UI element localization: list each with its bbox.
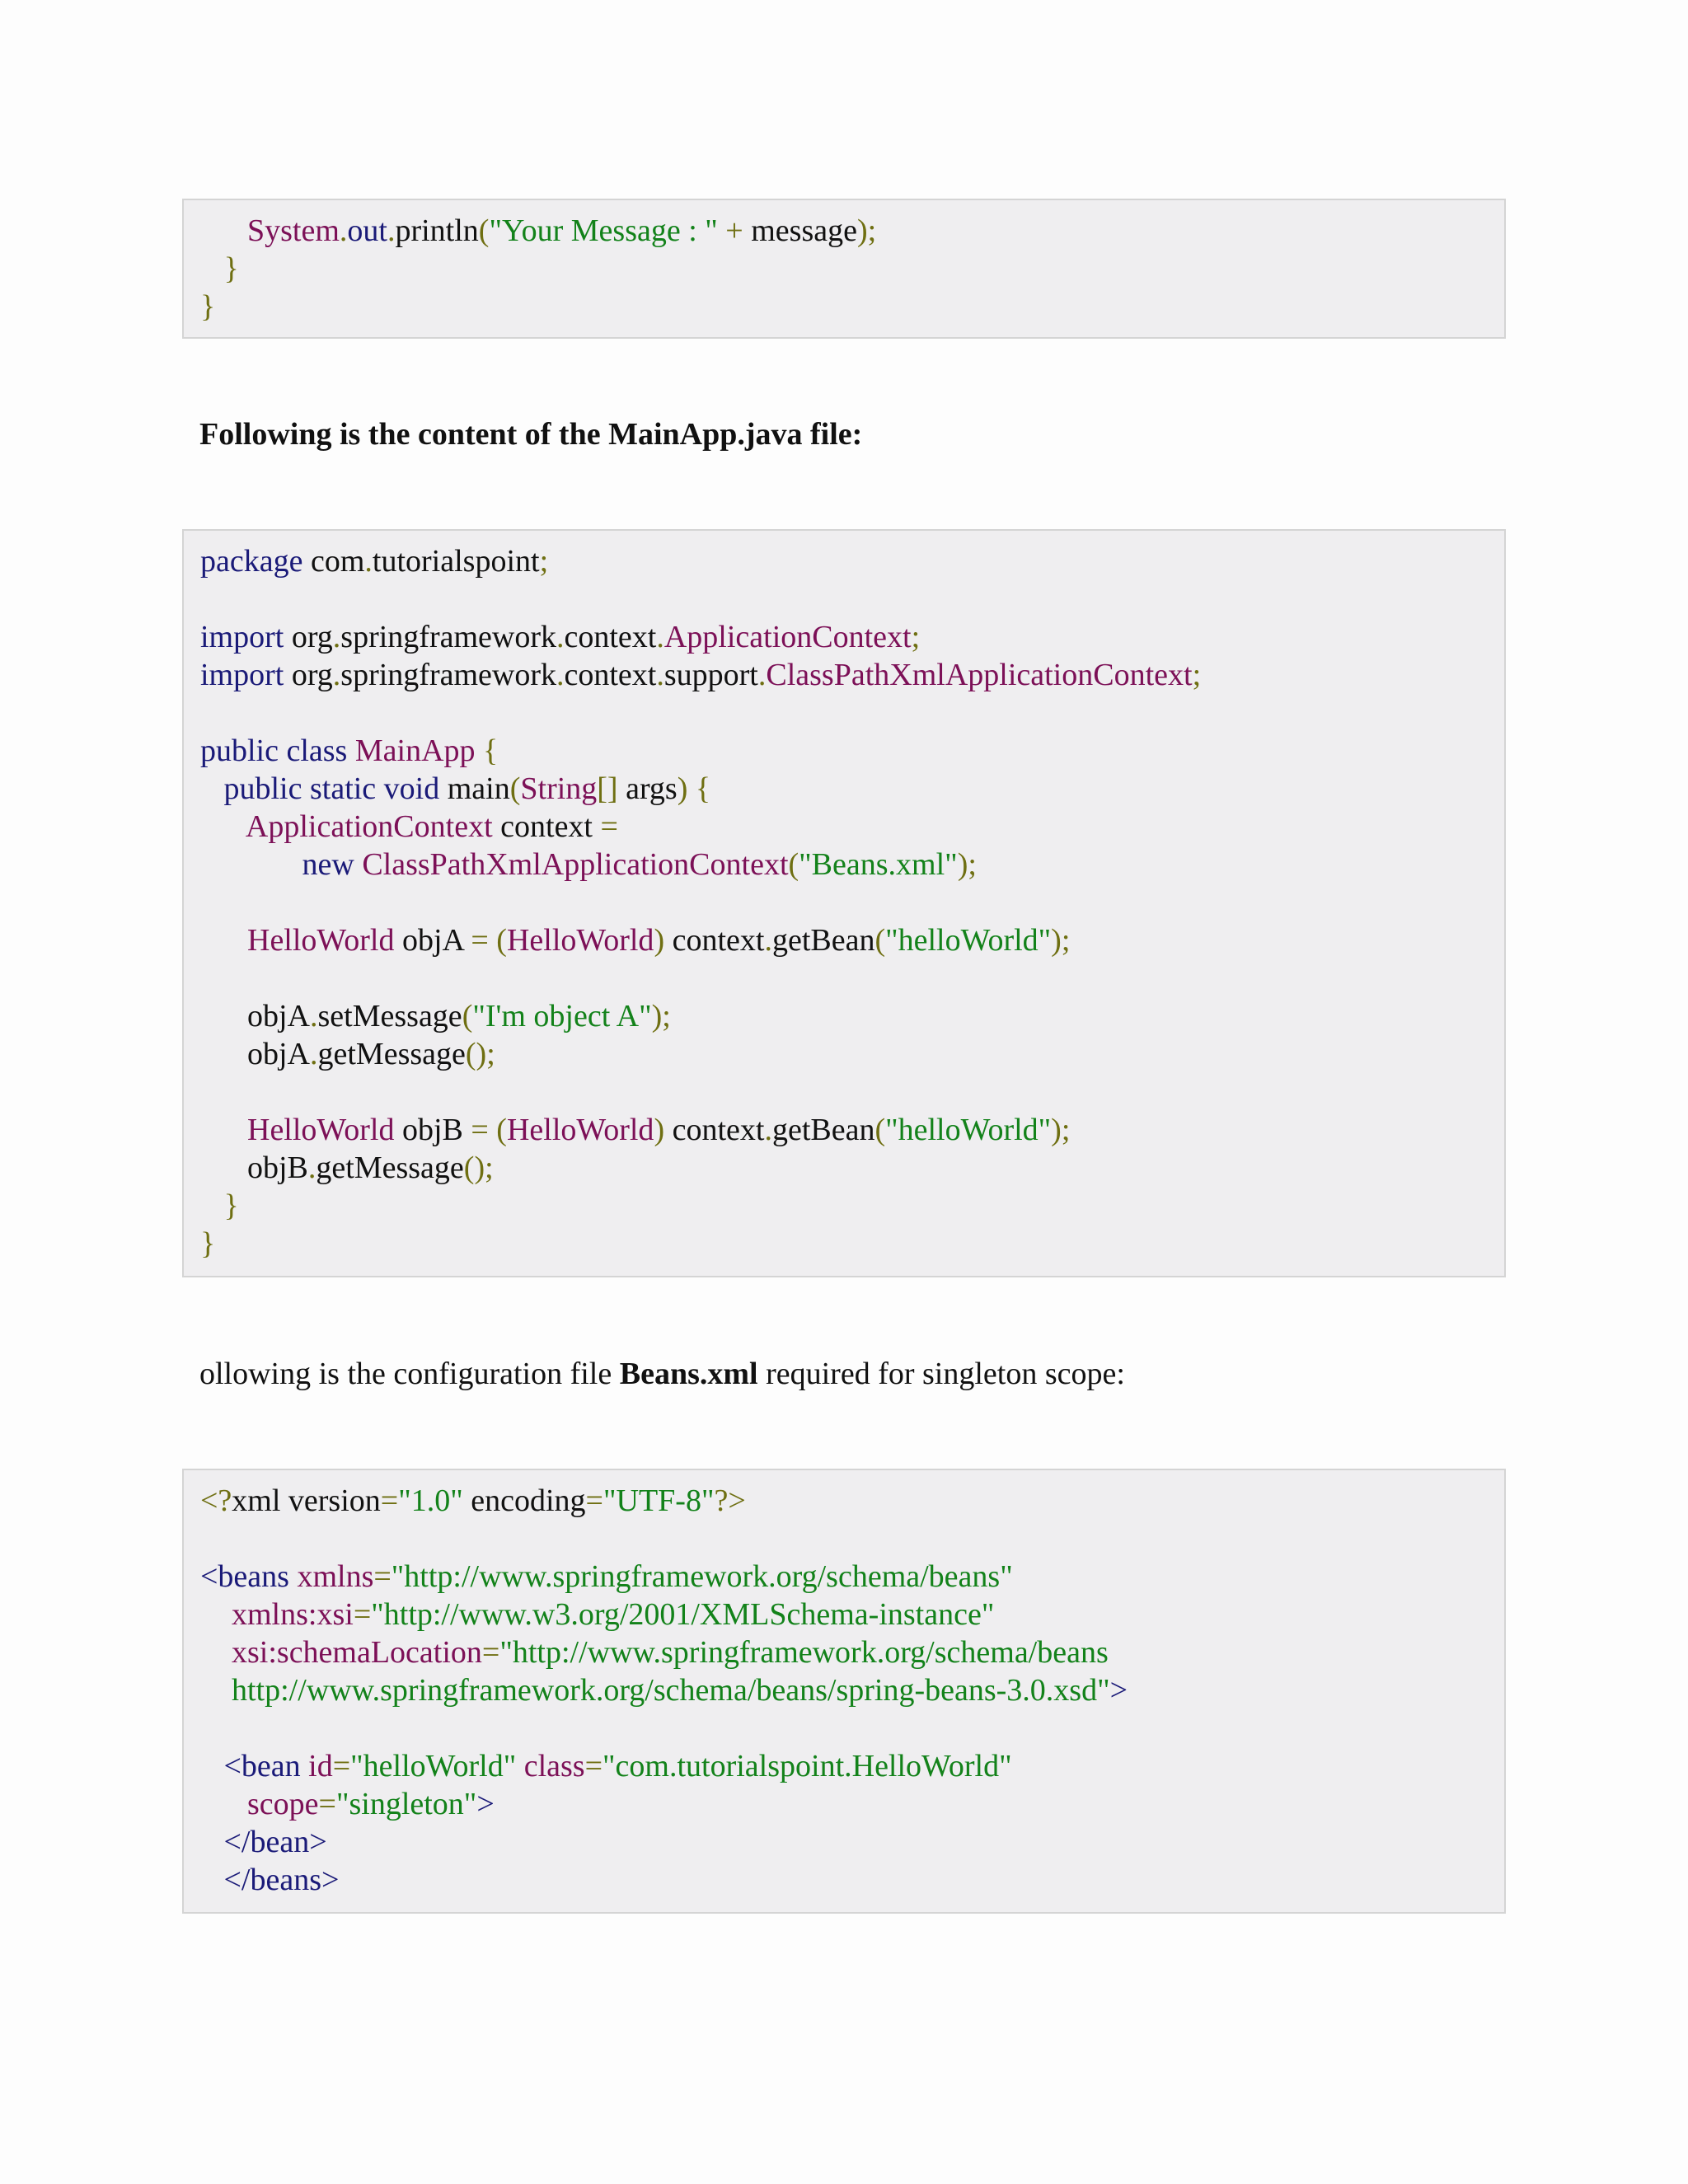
code-token: "http://www.springframework.org/schema/beans" — [391, 1559, 1013, 1594]
code-token: ); — [957, 847, 977, 882]
code-token: scope — [200, 1787, 319, 1821]
code-token: HelloWorld — [200, 1113, 395, 1147]
code-token: . — [556, 658, 565, 692]
code-line — [200, 212, 1504, 250]
code-token — [301, 1749, 309, 1783]
code-token: . — [656, 620, 664, 654]
code-token: println — [395, 213, 479, 248]
code-token: main — [439, 771, 510, 806]
code-token: = — [318, 1787, 336, 1821]
code-token: } — [200, 1188, 239, 1223]
code-token: ClassPathXmlApplicationContext — [766, 658, 1193, 692]
code-token: ( — [509, 771, 521, 806]
code-token: import — [200, 658, 284, 692]
code-token: [] — [597, 771, 618, 806]
code-token: encoding — [462, 1483, 586, 1518]
code-token: com — [302, 544, 365, 579]
code-token: ; — [1192, 658, 1202, 692]
code-line — [200, 1187, 1504, 1225]
code-line — [200, 1225, 1504, 1263]
code-token: "singleton" — [335, 1787, 477, 1821]
code-token: <? — [200, 1483, 232, 1518]
code-token: context — [564, 658, 657, 692]
code-token: "Beans.xml" — [799, 847, 958, 882]
code-token: > — [476, 1787, 495, 1821]
code-token: . — [757, 658, 767, 692]
code-token: getBean — [771, 923, 875, 958]
code-line — [200, 1111, 1504, 1149]
code-token: . — [310, 1037, 318, 1071]
code-token: getBean — [771, 1113, 875, 1147]
paragraph-beans-config — [199, 1355, 1125, 1393]
code-body — [200, 542, 1504, 1263]
code-block-mainapp — [182, 529, 1506, 1277]
code-token: ?> — [714, 1483, 746, 1518]
code-token: HelloWorld — [200, 923, 395, 958]
code-token: ( — [874, 923, 886, 958]
code-token: ; — [539, 544, 549, 579]
code-token: (); — [465, 1037, 495, 1071]
code-line — [200, 732, 1504, 770]
code-line — [200, 846, 1504, 883]
code-block-helloworld-end — [182, 199, 1506, 339]
paragraph-text: required for singleton scope: — [757, 1357, 1125, 1391]
code-token: ; — [911, 620, 921, 654]
code-token: out — [347, 213, 387, 248]
code-token: </bean> — [200, 1825, 327, 1859]
code-token: . — [307, 1151, 316, 1185]
code-line — [200, 1709, 1504, 1747]
code-token: String — [520, 771, 598, 806]
code-token: support — [663, 658, 758, 692]
paragraph-text: ollowing is the configuration file — [199, 1357, 620, 1391]
code-token: = — [373, 1559, 392, 1594]
code-line — [200, 1558, 1504, 1596]
code-line — [200, 288, 1504, 326]
code-token: "http://www.w3.org/2001/XMLSchema-instance" — [371, 1597, 995, 1632]
code-line — [200, 1149, 1504, 1187]
code-token: ) — [654, 1113, 665, 1147]
code-token: springframework — [340, 658, 556, 692]
code-token: . — [332, 620, 341, 654]
code-token: xsi:schemaLocation — [200, 1635, 482, 1670]
code-token: setMessage — [317, 999, 462, 1033]
code-token: HelloWorld — [506, 1113, 654, 1147]
code-token: objB — [394, 1113, 471, 1147]
code-token: . — [556, 620, 565, 654]
code-token: args — [617, 771, 678, 806]
code-token: ( — [788, 847, 799, 882]
code-line — [200, 656, 1504, 694]
code-token: getMessage — [316, 1151, 464, 1185]
code-token: ( — [874, 1113, 886, 1147]
code-line — [200, 808, 1504, 846]
code-token: public class — [200, 733, 348, 768]
code-token: org — [284, 658, 333, 692]
code-token: . — [656, 658, 664, 692]
code-token: "helloWorld" — [885, 1113, 1052, 1147]
code-token — [354, 847, 363, 882]
code-token: xmlns:xsi — [200, 1597, 354, 1632]
code-line — [200, 1633, 1504, 1671]
code-token: objA — [200, 1037, 310, 1071]
code-token: = — [481, 1635, 500, 1670]
code-token: . — [310, 999, 318, 1033]
code-line — [200, 618, 1504, 656]
code-token: objB — [200, 1151, 308, 1185]
code-token: package — [200, 544, 303, 579]
code-token: = — [353, 1597, 372, 1632]
code-token: xml version — [232, 1483, 381, 1518]
code-token: . — [387, 213, 396, 248]
code-token: { — [475, 733, 499, 768]
code-token: . — [364, 544, 373, 579]
code-token: ); — [856, 213, 877, 248]
code-token: </beans> — [200, 1863, 340, 1897]
code-token: context — [492, 809, 601, 844]
code-token: ( — [478, 213, 490, 248]
code-token: "com.tutorialspoint.HelloWorld" — [603, 1749, 1012, 1783]
code-token: = — [585, 1483, 603, 1518]
code-token: context — [664, 923, 765, 958]
code-line — [200, 1747, 1504, 1785]
code-token: ) { — [677, 771, 711, 806]
code-token: . — [764, 1113, 772, 1147]
code-body — [200, 212, 1504, 326]
code-token: + — [717, 213, 752, 248]
code-token: "http://www.springframework.org/schema/beans — [499, 1635, 1109, 1670]
code-token: "I'm object A" — [472, 999, 652, 1033]
code-token: . — [332, 658, 341, 692]
code-line — [200, 1596, 1504, 1633]
code-token: "Your Message : " — [489, 213, 718, 248]
code-token: class — [523, 1749, 585, 1783]
code-line — [200, 1823, 1504, 1861]
code-token: message — [751, 213, 857, 248]
code-token: HelloWorld — [506, 923, 654, 958]
code-line — [200, 694, 1504, 732]
code-token: . — [339, 213, 348, 248]
code-token: tutorialspoint — [372, 544, 540, 579]
code-line — [200, 959, 1504, 997]
code-token: = — [584, 1749, 603, 1783]
code-token — [516, 1749, 524, 1783]
code-token: ( — [462, 999, 473, 1033]
code-token: ); — [1051, 1113, 1071, 1147]
code-token: org — [284, 620, 333, 654]
code-token: } — [200, 1226, 216, 1261]
code-token: ); — [1051, 923, 1071, 958]
code-token: ) — [654, 923, 665, 958]
code-token: > — [1109, 1673, 1128, 1708]
code-token: } — [200, 289, 216, 324]
code-token: = ( — [471, 923, 507, 958]
code-token — [347, 733, 355, 768]
code-block-beans-xml — [182, 1469, 1506, 1914]
code-token: <bean — [200, 1749, 301, 1783]
code-line — [200, 770, 1504, 808]
code-line — [200, 542, 1504, 580]
code-token: xmlns — [297, 1559, 374, 1594]
code-line — [200, 1785, 1504, 1823]
code-line — [200, 883, 1504, 921]
heading-mainapp: Following is the content of the MainApp.java file: — [199, 417, 863, 452]
code-token: springframework — [340, 620, 556, 654]
code-token: context — [664, 1113, 765, 1147]
code-token: getMessage — [317, 1037, 466, 1071]
code-token: ApplicationContext — [200, 809, 493, 844]
code-token: "helloWorld" — [350, 1749, 517, 1783]
code-token: import — [200, 620, 284, 654]
code-line — [200, 250, 1504, 288]
code-token: new — [200, 847, 354, 882]
code-token: . — [764, 923, 772, 958]
code-token: context — [564, 620, 657, 654]
code-token: = — [380, 1483, 399, 1518]
code-token: id — [308, 1749, 333, 1783]
code-token: = — [332, 1749, 351, 1783]
code-token: = — [600, 809, 618, 844]
code-token: } — [200, 251, 239, 286]
code-token: = ( — [471, 1113, 507, 1147]
code-line — [200, 1073, 1504, 1111]
code-body — [200, 1482, 1504, 1899]
code-token: "1.0" — [398, 1483, 463, 1518]
code-line — [200, 580, 1504, 618]
code-token: http://www.springframework.org/schema/beans/spring-beans-3.0.xsd" — [200, 1673, 1110, 1708]
code-token: MainApp — [354, 733, 476, 768]
code-token: objA — [394, 923, 471, 958]
code-token: ApplicationContext — [663, 620, 912, 654]
code-token: objA — [200, 999, 310, 1033]
code-line — [200, 921, 1504, 959]
code-token: "UTF-8" — [603, 1483, 715, 1518]
code-token: <beans — [200, 1559, 289, 1594]
code-token: (); — [463, 1151, 494, 1185]
code-line — [200, 1671, 1504, 1709]
code-token: public static void — [200, 771, 440, 806]
code-line — [200, 1861, 1504, 1899]
filename-beans-xml: Beans.xml — [619, 1357, 758, 1391]
code-line — [200, 997, 1504, 1035]
code-token: ); — [651, 999, 671, 1033]
code-line — [200, 1035, 1504, 1073]
code-line — [200, 1482, 1504, 1520]
code-line — [200, 1520, 1504, 1558]
code-token: ClassPathXmlApplicationContext — [362, 847, 789, 882]
code-token: "helloWorld" — [885, 923, 1052, 958]
code-token: System — [200, 213, 340, 248]
